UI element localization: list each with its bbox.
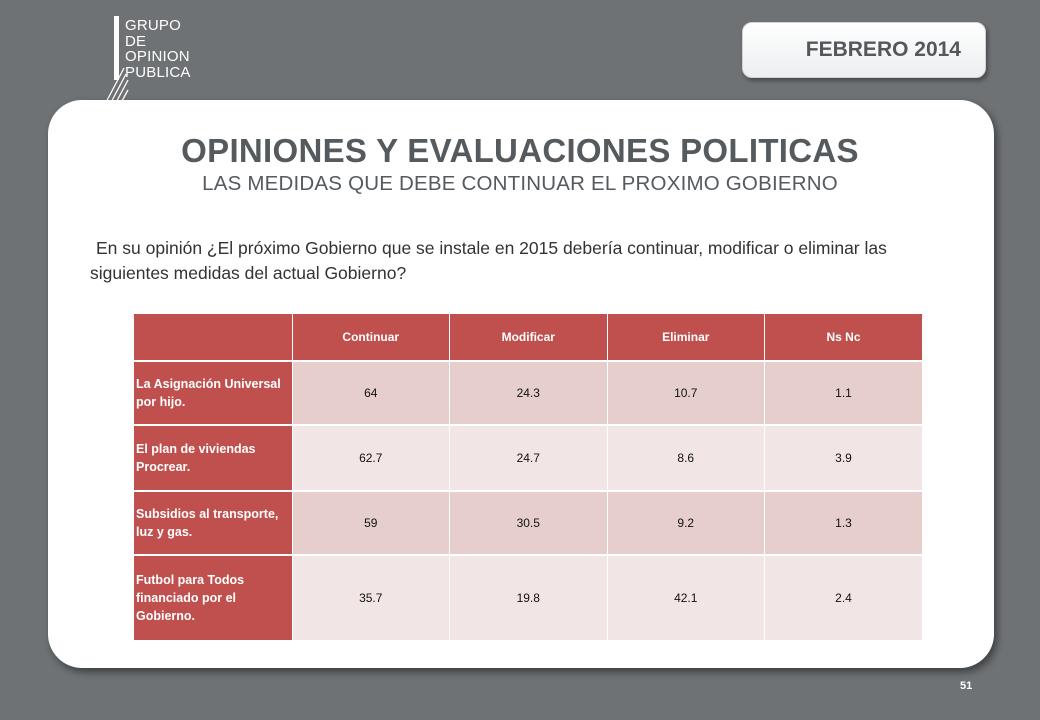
cell-eliminar: 9.2 <box>607 491 765 555</box>
table-row <box>134 425 922 491</box>
cell-ns-nc: 1.3 <box>765 491 923 555</box>
row-label: El plan de viviendas Procrear. <box>134 425 292 491</box>
header-continuar: Continuar <box>292 314 450 361</box>
survey-question: En su opinión ¿El próximo Gobierno que se instale en 2015 debería continuar, modificar o eliminar las siguientes medidas del actual Gobierno? <box>90 238 887 283</box>
row-label: Subsidios al transporte, luz y gas. <box>134 491 292 555</box>
row-label: La Asignación Universal por hijo. <box>134 361 292 425</box>
cell-eliminar: 8.6 <box>607 425 765 491</box>
table-row <box>134 361 922 425</box>
page-number: 51 <box>960 680 973 692</box>
table-header-row <box>134 314 922 361</box>
header-empty <box>134 314 292 361</box>
table-row <box>134 555 922 640</box>
logo <box>100 14 220 104</box>
cell-eliminar: 42.1 <box>607 555 765 640</box>
cell-eliminar: 10.7 <box>607 361 765 425</box>
header-eliminar: Eliminar <box>607 314 765 361</box>
cell-continuar: 64 <box>292 361 450 425</box>
date-badge: FEBRERO 2014 <box>742 22 986 78</box>
results-table <box>134 314 922 640</box>
page-title: OPINIONES Y EVALUACIONES POLITICAS <box>181 132 859 169</box>
page-subtitle: LAS MEDIDAS QUE DEBE CONTINUAR EL PROXIMO GOBIERNO <box>202 172 838 195</box>
cell-continuar: 59 <box>292 491 450 555</box>
logo-line: OPINION <box>125 48 190 65</box>
row-label: Futbol para Todos financiado por el Gobierno. <box>134 555 292 640</box>
table-row <box>134 491 922 555</box>
cell-ns-nc: 2.4 <box>765 555 923 640</box>
header-ns-nc: Ns Nc <box>765 314 923 361</box>
cell-modificar: 24.3 <box>450 361 608 425</box>
header-modificar: Modificar <box>450 314 608 361</box>
logo-text <box>125 18 191 80</box>
cell-ns-nc: 1.1 <box>765 361 923 425</box>
cell-continuar: 62.7 <box>292 425 450 491</box>
logo-line: PUBLICA <box>125 63 191 81</box>
cell-modificar: 19.8 <box>450 555 608 640</box>
cell-modificar: 24.7 <box>450 425 608 491</box>
cell-modificar: 30.5 <box>450 491 608 555</box>
logo-line: DE <box>125 32 147 50</box>
cell-continuar: 35.7 <box>292 555 450 640</box>
logo-line: GRUPO <box>125 17 182 34</box>
cell-ns-nc: 3.9 <box>765 425 923 491</box>
